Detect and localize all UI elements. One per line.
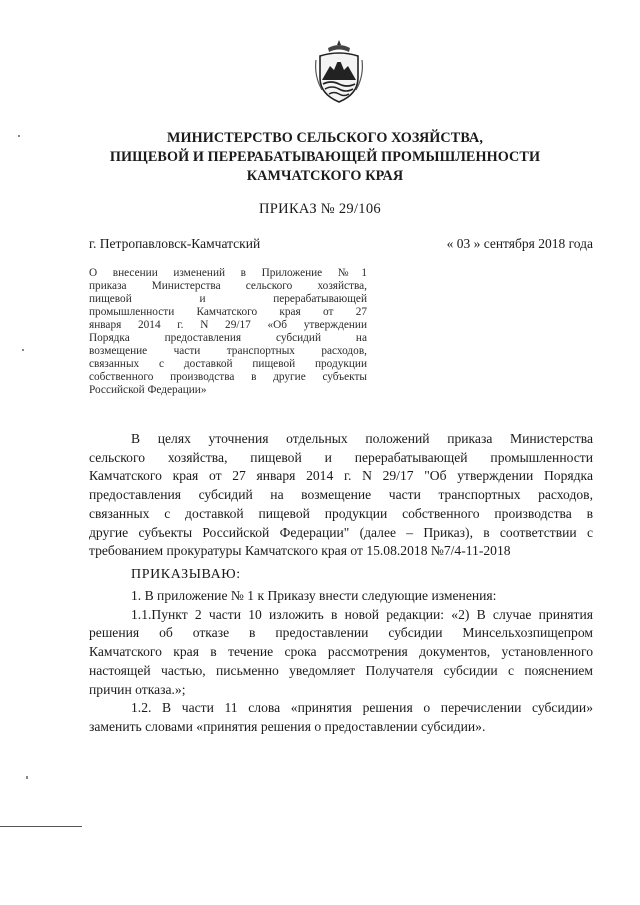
ministry-line: КАМЧАТСКОГО КРАЯ bbox=[246, 168, 404, 184]
subject-line: промышленности Камчатского края от 27 bbox=[89, 306, 367, 318]
scan-speck bbox=[26, 776, 28, 779]
subject-line: Российской Федерации» bbox=[89, 384, 207, 396]
order-items bbox=[89, 587, 593, 737]
subject-line: собственного производства в другие субъекты bbox=[89, 371, 367, 383]
order-item-line: 1. В приложение № 1 к Приказу внести следующие изменения: bbox=[131, 588, 497, 603]
order-item-line: Камчатского края в течение срока рассмотрения документов, установленного bbox=[89, 644, 593, 660]
footer-rule bbox=[0, 826, 82, 827]
subject-line: января 2014 г. N 29/17 «Об утверждении bbox=[89, 319, 367, 331]
order-word: ПРИКАЗЫВАЮ: bbox=[131, 567, 241, 582]
order-item-line: заменить словами «принятия решения о предоставлении субсидии». bbox=[89, 718, 486, 734]
order-item-line: 1.1.Пункт 2 части 10 изложить в новой редакции: «2) В случае принятия bbox=[131, 606, 593, 622]
order-subject bbox=[89, 267, 367, 397]
order-item-line: 1.2. В части 11 слова «принятия решения о перечислении субсидии» bbox=[131, 700, 593, 716]
subject-line: возмещение части транспортных расходов, bbox=[89, 345, 367, 357]
order-title: ПРИКАЗ № 29/106 bbox=[259, 201, 381, 217]
subject-line: О внесении изменений в Приложение №1 bbox=[89, 267, 367, 279]
preamble-line: связанных с доставкой пищевой продукции собственного производства в bbox=[89, 505, 593, 521]
ministry-line: ПИЩЕВОЙ И ПЕРЕРАБАТЫВАЮЩЕЙ ПРОМЫШЛЕННОСТИ bbox=[109, 149, 541, 165]
preamble-line: сельского хозяйства, пищевой и перерабатывающей промышленности bbox=[89, 449, 593, 465]
preamble-line: Камчатского края от 27 января 2014 г. N 29/17 "Об утверждении Порядка bbox=[89, 468, 593, 484]
order-item-line: настоящей частью, письменно уведомляет Получателя субсидии с пояснением bbox=[89, 662, 593, 678]
subject-line: приказа Министерства сельского хозяйства, bbox=[89, 280, 367, 292]
preamble-line: В целях уточнения отдельных положений приказа Министерства bbox=[131, 431, 593, 446]
preamble-line: требованием прокуратуры Камчатского края от 15.08.2018 №7/4-11-2018 bbox=[89, 543, 511, 559]
kamchatka-emblem-icon bbox=[312, 36, 366, 106]
order-item-line: решения об отказе в предоставлении субсидии Минсельхозпищепром bbox=[89, 625, 593, 641]
preamble-paragraph bbox=[89, 430, 593, 561]
subject-line: пищевой и перерабатывающей bbox=[89, 293, 367, 305]
preamble-line: предоставления субсидий на возмещение части транспортных расходов, bbox=[89, 487, 593, 503]
ministry-name bbox=[60, 129, 590, 186]
subject-line: Порядка предоставления субсидий на bbox=[89, 332, 367, 344]
order-item-line: причин отказа.»; bbox=[89, 681, 186, 697]
scan-speck bbox=[18, 135, 20, 137]
city: г. Петропавловск-Камчатский bbox=[89, 236, 261, 251]
scan-speck bbox=[22, 349, 24, 351]
subject-line: связанных с доставкой пищевой продукции bbox=[89, 358, 367, 370]
order-date: « 03 » сентября 2018 года bbox=[446, 236, 593, 251]
preamble-line: другие субъекты Российской Федерации" (далее – Приказ), в соответствии с bbox=[89, 524, 593, 540]
ministry-line: МИНИСТЕРСТВО СЕЛЬСКОГО ХОЗЯЙСТВА, bbox=[166, 130, 483, 146]
